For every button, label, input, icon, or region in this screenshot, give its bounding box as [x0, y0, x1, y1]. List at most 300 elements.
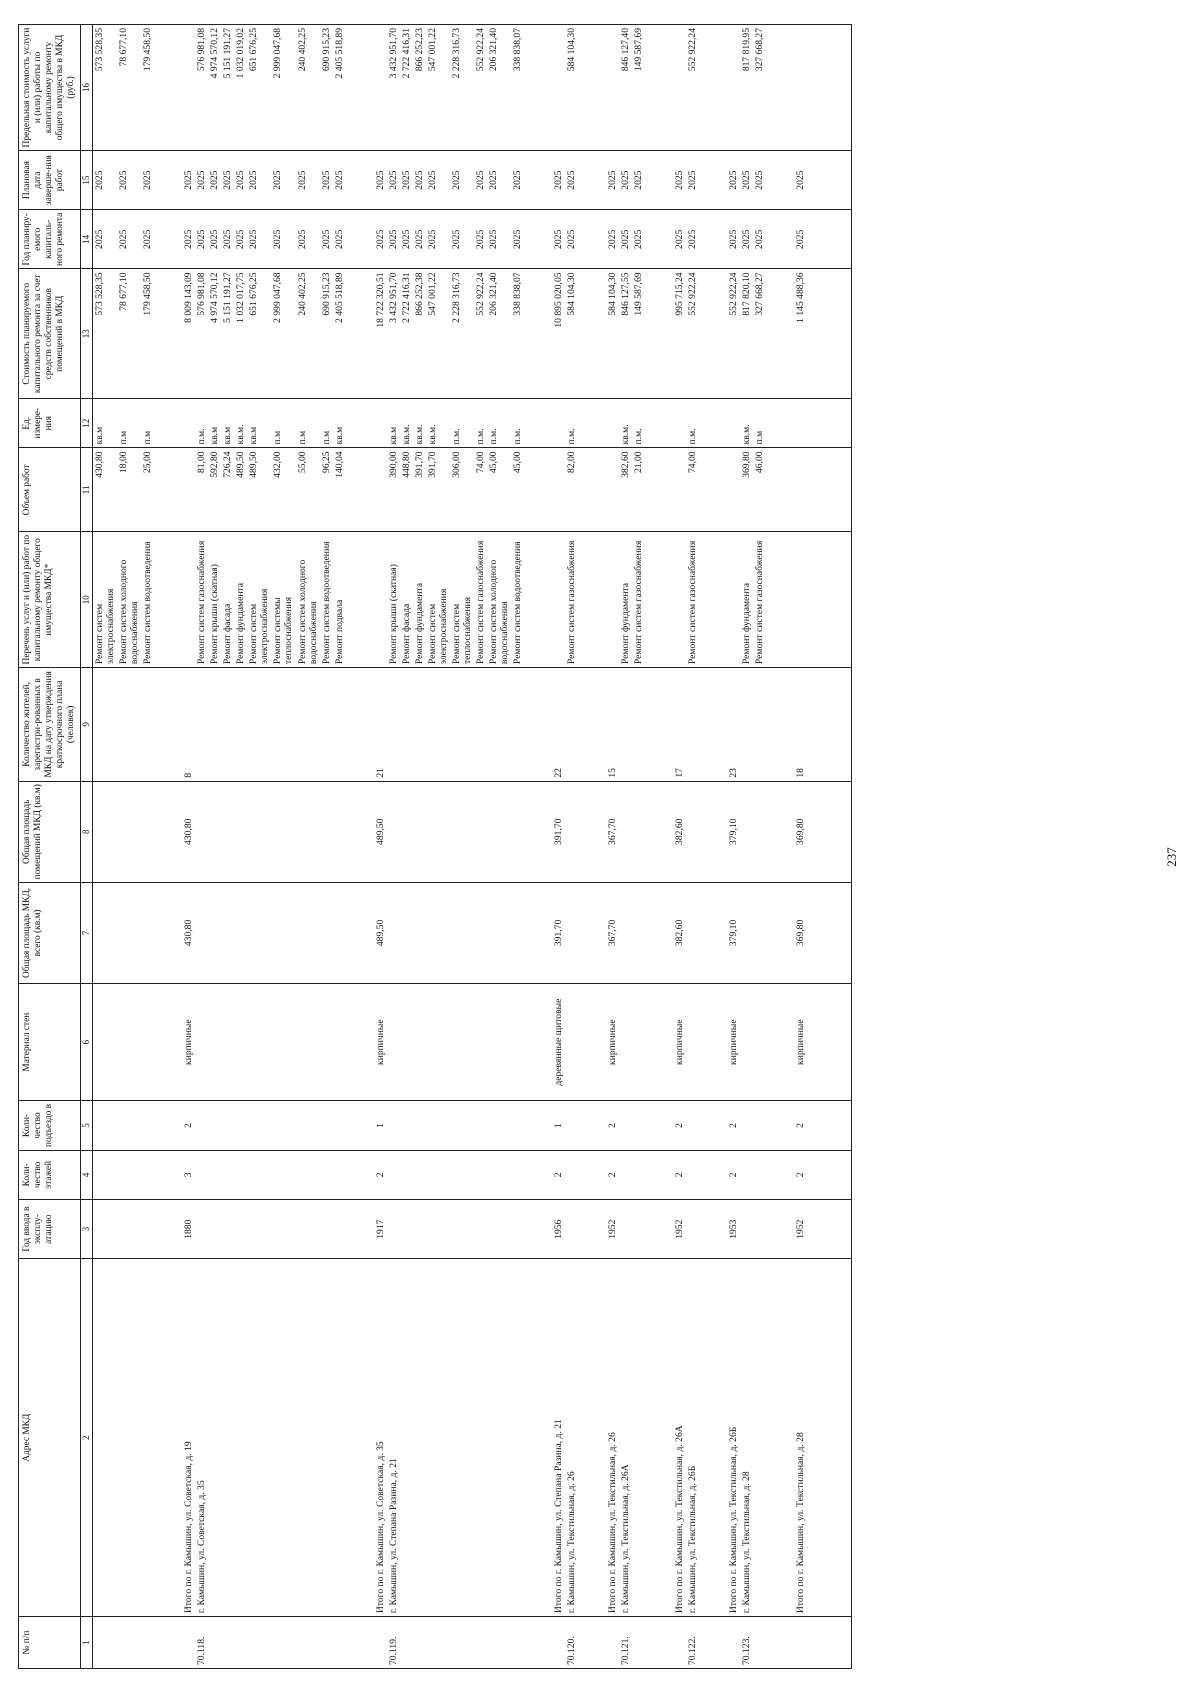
total-area-cell	[474, 882, 487, 983]
row-number	[511, 1617, 524, 1669]
cost-cell: 5 151 191,27	[221, 269, 234, 399]
cost-cell: 3 432 951,70	[387, 269, 400, 399]
limit-cost-cell: 240 402,25	[296, 25, 320, 151]
column-number: 4	[81, 1150, 93, 1199]
rooms-area-cell	[753, 781, 766, 882]
entrances-cell	[686, 1101, 699, 1150]
residents-cell	[740, 668, 753, 782]
completion-year-cell: 2025	[740, 150, 753, 209]
spacer-cell	[699, 532, 727, 668]
wall-material-cell	[234, 984, 247, 1101]
completion-year-cell: 2025	[208, 150, 221, 209]
repair-year-cell: 2025	[450, 210, 474, 269]
work-volume-cell: 306,00	[450, 448, 474, 532]
unit-cell: п.м	[271, 399, 295, 448]
spacer-cell	[645, 882, 673, 983]
year-built-cell	[426, 1200, 450, 1259]
row-number: 70.121.	[619, 1617, 632, 1669]
entrances-cell	[426, 1101, 450, 1150]
row-number	[117, 1617, 141, 1669]
year-built-cell	[296, 1200, 320, 1259]
spacer-cell	[578, 448, 606, 532]
total-area-cell	[247, 882, 271, 983]
table-row	[619, 25, 632, 1669]
residents-cell	[93, 668, 118, 782]
work-volume-cell: 391,70	[413, 448, 426, 532]
year-built-cell	[141, 1200, 154, 1259]
year-built-cell	[753, 1200, 766, 1259]
unit-cell: кв.м	[247, 399, 271, 448]
spacer-cell	[699, 150, 727, 209]
total-area-cell	[93, 882, 118, 983]
limit-cost-cell	[673, 25, 686, 151]
total-area-cell	[234, 882, 247, 983]
rooms-area-cell	[387, 781, 400, 882]
work-type-cell: Ремонт систем электроснабжения	[426, 532, 450, 668]
total-row	[727, 25, 740, 1669]
wall-material-cell: кирпичные	[727, 984, 740, 1101]
residents-cell	[619, 668, 632, 782]
table-row	[565, 25, 578, 1669]
total-row	[374, 25, 387, 1669]
residents-cell	[117, 668, 141, 782]
limit-cost-cell: 573 528,35	[93, 25, 118, 151]
address-cell: г. Камышин, ул. Текстильная, д. 26Б	[686, 1259, 699, 1617]
residents-cell	[320, 668, 333, 782]
unit-cell: кв.м.	[426, 399, 450, 448]
spacer-cell	[346, 668, 374, 782]
limit-cost-cell: 866 252,23	[413, 25, 426, 151]
spacer-cell	[524, 1150, 552, 1199]
rooms-area-cell	[740, 781, 753, 882]
row-number	[296, 1617, 320, 1669]
completion-year-cell: 2025	[374, 150, 387, 209]
unit-cell: п.м	[117, 399, 141, 448]
floors-cell: 3	[182, 1150, 195, 1199]
spacer-cell	[154, 399, 182, 448]
entrances-cell	[271, 1101, 295, 1150]
spacer-cell	[807, 668, 852, 782]
column-number: 12	[81, 399, 93, 448]
rooms-area-cell	[93, 781, 118, 882]
work-volume-cell: 390,00	[387, 448, 400, 532]
spacer-cell	[807, 269, 852, 399]
work-volume-cell: 74,00	[474, 448, 487, 532]
total-area-cell	[400, 882, 413, 983]
floors-cell	[333, 1150, 346, 1199]
spacer-cell	[807, 532, 852, 668]
spacer-cell	[699, 269, 727, 399]
work-type-cell: Ремонт систем холодного водоснабжения	[117, 532, 141, 668]
address-cell	[271, 1259, 295, 1617]
floors-cell	[93, 1150, 118, 1199]
cost-cell: 584 104,30	[606, 269, 619, 399]
work-type-cell: Ремонт систем электроснабжения	[247, 532, 271, 668]
limit-cost-cell	[727, 25, 740, 151]
wall-material-cell	[221, 984, 234, 1101]
spacer-cell	[346, 25, 374, 151]
table-row	[234, 25, 247, 1669]
table-row	[387, 25, 400, 1669]
address-cell	[117, 1259, 141, 1617]
work-volume-cell: 369,80	[740, 448, 753, 532]
total-area-cell: 379,10	[727, 882, 740, 983]
rooms-area-cell	[271, 781, 295, 882]
unit-cell: п.м	[753, 399, 766, 448]
header-cell: Адрес МКД	[19, 1259, 81, 1617]
spacer-cell	[645, 1200, 673, 1259]
cost-cell: 78 677,10	[117, 269, 141, 399]
work-type-cell: Ремонт систем водоотведения	[320, 532, 333, 668]
header-cell: Перечень услуг и (или) работ по капитальному ремонту общего имущества МКД*	[19, 532, 81, 668]
residents-cell	[296, 668, 320, 782]
floors-cell	[565, 1150, 578, 1199]
total-area-cell	[487, 882, 511, 983]
repair-year-cell: 2025	[740, 210, 753, 269]
row-number: 70.122.	[686, 1617, 699, 1669]
work-volume-cell: 432,00	[271, 448, 295, 532]
table-row	[632, 25, 645, 1669]
row-number	[221, 1617, 234, 1669]
limit-cost-cell: 78 677,10	[117, 25, 141, 151]
completion-year-cell: 2025	[606, 150, 619, 209]
rooms-area-cell	[234, 781, 247, 882]
entrances-cell	[753, 1101, 766, 1150]
spacer-cell	[645, 150, 673, 209]
work-volume-cell	[374, 448, 387, 532]
limit-cost-cell: 338 838,07	[511, 25, 524, 151]
work-volume-cell: 140,04	[333, 448, 346, 532]
spacer-cell	[645, 269, 673, 399]
spacer-cell	[578, 882, 606, 983]
floors-cell	[387, 1150, 400, 1199]
row-number	[182, 1617, 195, 1669]
completion-year-cell: 2025	[753, 150, 766, 209]
entrances-cell	[234, 1101, 247, 1150]
wall-material-cell	[686, 984, 699, 1101]
cost-cell: 576 981,08	[195, 269, 208, 399]
year-built-cell	[320, 1200, 333, 1259]
repair-year-cell: 2025	[195, 210, 208, 269]
completion-year-cell: 2025	[673, 150, 686, 209]
floors-cell	[426, 1150, 450, 1199]
spacer-cell	[807, 1259, 852, 1617]
total-area-cell	[195, 882, 208, 983]
residents-cell: 23	[727, 668, 740, 782]
year-built-cell	[686, 1200, 699, 1259]
work-volume-cell: 55,00	[296, 448, 320, 532]
table-row	[333, 25, 346, 1669]
spacer-cell	[578, 399, 606, 448]
header-row	[19, 25, 81, 1669]
total-row	[552, 25, 565, 1669]
entrances-cell	[487, 1101, 511, 1150]
repair-year-cell: 2025	[686, 210, 699, 269]
work-volume-cell: 21,00	[632, 448, 645, 532]
wall-material-cell	[753, 984, 766, 1101]
spacer-cell	[807, 1101, 852, 1150]
completion-year-cell: 2025	[400, 150, 413, 209]
spacer-cell	[346, 150, 374, 209]
completion-year-cell: 2025	[727, 150, 740, 209]
completion-year-cell: 2025	[474, 150, 487, 209]
repair-year-cell: 2025	[247, 210, 271, 269]
rooms-area-cell	[208, 781, 221, 882]
spacer-cell	[645, 1617, 673, 1669]
repair-year-cell: 2025	[374, 210, 387, 269]
residents-cell: 15	[606, 668, 619, 782]
address-cell: г. Камышин, ул. Советская, д. 35	[195, 1259, 208, 1617]
spacer-cell	[524, 882, 552, 983]
floors-cell	[195, 1150, 208, 1199]
spacer-cell	[154, 150, 182, 209]
wall-material-cell: кирпичные	[794, 984, 807, 1101]
repair-year-cell: 2025	[117, 210, 141, 269]
wall-material-cell: кирпичные	[182, 984, 195, 1101]
cost-cell: 552 922,24	[686, 269, 699, 399]
header-cell: Общая площадь помещений МКД (кв.м)	[19, 781, 81, 882]
total-area-cell	[632, 882, 645, 983]
spacer-cell	[766, 269, 794, 399]
table-row	[511, 25, 524, 1669]
total-area-cell	[565, 882, 578, 983]
spacer-cell	[766, 1101, 794, 1150]
cost-cell: 338 838,07	[511, 269, 524, 399]
year-built-cell	[619, 1200, 632, 1259]
year-built-cell	[247, 1200, 271, 1259]
spacer-cell	[578, 1617, 606, 1669]
year-built-cell	[487, 1200, 511, 1259]
total-area-cell: 430,80	[182, 882, 195, 983]
address-cell: г. Камышин, ул. Текстильная, д. 26А	[619, 1259, 632, 1617]
address-cell: Итого по г. Камышин, ул. Советская, д. 35	[374, 1259, 387, 1617]
spacer-cell	[578, 1200, 606, 1259]
header-cell: Коли-чество подъездо в	[19, 1101, 81, 1150]
limit-cost-cell: 576 981,08	[195, 25, 208, 151]
year-built-cell: 1953	[727, 1200, 740, 1259]
header-cell: Плановая дата заверше-ния работ	[19, 150, 81, 209]
column-number: 15	[81, 150, 93, 209]
header-cell: Год ввода в эксплу-атацию	[19, 1200, 81, 1259]
total-area-cell: 391,70	[552, 882, 565, 983]
spacer-cell	[578, 1101, 606, 1150]
spacer-cell	[524, 150, 552, 209]
header-cell: Материал стен	[19, 984, 81, 1101]
repair-year-cell: 2025	[333, 210, 346, 269]
address-cell: г. Камышин, ул. Степана Разина, д. 21	[387, 1259, 400, 1617]
address-cell: г. Камышин, ул. Текстильная, д. 28	[740, 1259, 753, 1617]
floors-cell	[740, 1150, 753, 1199]
year-built-cell: 1952	[794, 1200, 807, 1259]
work-volume-cell: 489,50	[247, 448, 271, 532]
table-row	[221, 25, 234, 1669]
completion-year-cell: 2025	[296, 150, 320, 209]
year-built-cell	[632, 1200, 645, 1259]
total-area-cell	[320, 882, 333, 983]
spacer-cell	[699, 781, 727, 882]
completion-year-cell: 2025	[565, 150, 578, 209]
address-cell	[141, 1259, 154, 1617]
entrances-cell	[320, 1101, 333, 1150]
spacer-cell	[524, 1259, 552, 1617]
work-volume-cell: 96,25	[320, 448, 333, 532]
spacer-cell	[645, 1101, 673, 1150]
cost-cell: 2 405 518,89	[333, 269, 346, 399]
address-cell	[247, 1259, 271, 1617]
spacer-cell	[766, 1200, 794, 1259]
residents-cell	[333, 668, 346, 782]
residents-cell: 8	[182, 668, 195, 782]
work-volume-cell: 430,80	[93, 448, 118, 532]
rooms-area-cell: 489,50	[374, 781, 387, 882]
year-built-cell	[234, 1200, 247, 1259]
spacer-cell	[645, 781, 673, 882]
entrances-cell	[387, 1101, 400, 1150]
limit-cost-cell: 2 999 047,68	[271, 25, 295, 151]
spacer-cell	[154, 1617, 182, 1669]
spacer-cell	[524, 781, 552, 882]
cost-cell: 327 668,27	[753, 269, 766, 399]
limit-cost-cell	[794, 25, 807, 151]
floors-cell	[141, 1150, 154, 1199]
spacer-cell	[807, 210, 852, 269]
repair-year-cell: 2025	[474, 210, 487, 269]
rooms-area-cell	[117, 781, 141, 882]
column-number: 11	[81, 448, 93, 532]
cost-cell: 552 922,24	[727, 269, 740, 399]
spacer-cell	[346, 1200, 374, 1259]
spacer-cell	[807, 150, 852, 209]
unit-cell: кв.м	[208, 399, 221, 448]
address-cell	[753, 1259, 766, 1617]
entrances-cell: 1	[374, 1101, 387, 1150]
repair-year-cell: 2025	[413, 210, 426, 269]
spacer-cell	[699, 1200, 727, 1259]
spacer-cell	[699, 1101, 727, 1150]
residents-cell	[221, 668, 234, 782]
wall-material-cell	[208, 984, 221, 1101]
floors-cell	[234, 1150, 247, 1199]
header-cell: Количество жителей, зарегистри-рованных в МКД на дату утверждения краткосрочного плана (человек)	[19, 668, 81, 782]
spacer-cell	[346, 1150, 374, 1199]
column-number: 14	[81, 210, 93, 269]
spacer-cell	[699, 399, 727, 448]
unit-cell: кв.м.	[413, 399, 426, 448]
header-cell: Ед. измере-ния	[19, 399, 81, 448]
work-type-cell: Ремонт системы теплоснабжения	[271, 532, 295, 668]
spacer-cell	[346, 984, 374, 1101]
address-cell	[632, 1259, 645, 1617]
year-built-cell	[271, 1200, 295, 1259]
residents-cell	[234, 668, 247, 782]
work-volume-cell	[552, 448, 565, 532]
year-built-cell	[117, 1200, 141, 1259]
rooms-area-cell	[195, 781, 208, 882]
entrances-cell	[632, 1101, 645, 1150]
address-cell	[511, 1259, 524, 1617]
rooms-area-cell: 391,70	[552, 781, 565, 882]
work-volume-cell: 448,80	[400, 448, 413, 532]
wall-material-cell	[271, 984, 295, 1101]
residents-cell	[195, 668, 208, 782]
year-built-cell	[565, 1200, 578, 1259]
completion-year-cell: 2025	[686, 150, 699, 209]
repair-year-cell: 2025	[794, 210, 807, 269]
spacer-row	[346, 25, 374, 1669]
completion-year-cell: 2025	[487, 150, 511, 209]
year-built-cell	[474, 1200, 487, 1259]
completion-year-cell: 2025	[333, 150, 346, 209]
work-volume-cell: 81,00	[195, 448, 208, 532]
year-built-cell: 1952	[673, 1200, 686, 1259]
completion-year-cell: 2025	[141, 150, 154, 209]
unit-cell	[794, 399, 807, 448]
work-type-cell: Ремонт фасада	[221, 532, 234, 668]
unit-cell: п.м.	[632, 399, 645, 448]
spacer-cell	[578, 1150, 606, 1199]
spacer-cell	[524, 1200, 552, 1259]
total-row	[794, 25, 807, 1669]
cost-cell: 817 820,10	[740, 269, 753, 399]
total-area-cell	[619, 882, 632, 983]
spacer-cell	[578, 781, 606, 882]
spacer-cell	[154, 25, 182, 151]
cost-cell: 8 009 143,09	[182, 269, 195, 399]
floors-cell	[487, 1150, 511, 1199]
work-type-cell: Ремонт систем водоотведения	[141, 532, 154, 668]
rooms-area-cell	[686, 781, 699, 882]
rooms-area-cell: 379,10	[727, 781, 740, 882]
repair-year-cell: 2025	[271, 210, 295, 269]
floors-cell	[686, 1150, 699, 1199]
spacer-cell	[807, 984, 852, 1101]
spacer-cell	[154, 984, 182, 1101]
spacer-cell	[578, 668, 606, 782]
residents-cell: 21	[374, 668, 387, 782]
limit-cost-cell: 1 032 019,02	[234, 25, 247, 151]
year-built-cell	[740, 1200, 753, 1259]
work-volume-cell: 489,50	[234, 448, 247, 532]
spacer-cell	[699, 1259, 727, 1617]
completion-year-cell: 2025	[552, 150, 565, 209]
floors-cell	[247, 1150, 271, 1199]
total-row	[673, 25, 686, 1669]
entrances-cell	[93, 1101, 118, 1150]
work-type-cell: Ремонт систем газоснабжения	[195, 532, 208, 668]
unit-cell: п.м.	[487, 399, 511, 448]
spacer-cell	[645, 1150, 673, 1199]
repair-year-cell: 2025	[487, 210, 511, 269]
rooms-area-cell	[426, 781, 450, 882]
row-number	[727, 1617, 740, 1669]
address-cell	[426, 1259, 450, 1617]
column-number: 9	[81, 668, 93, 782]
work-type-cell: Ремонт систем газоснабжения	[753, 532, 766, 668]
spacer-cell	[699, 984, 727, 1101]
spacer-cell	[154, 1101, 182, 1150]
floors-cell	[320, 1150, 333, 1199]
floors-cell	[450, 1150, 474, 1199]
wall-material-cell	[93, 984, 118, 1101]
rooms-area-cell: 430,80	[182, 781, 195, 882]
completion-year-cell: 2025	[320, 150, 333, 209]
table-row	[296, 25, 320, 1669]
row-number	[234, 1617, 247, 1669]
limit-cost-cell: 2 405 518,89	[333, 25, 346, 151]
entrances-cell	[619, 1101, 632, 1150]
row-number	[247, 1617, 271, 1669]
row-number	[413, 1617, 426, 1669]
